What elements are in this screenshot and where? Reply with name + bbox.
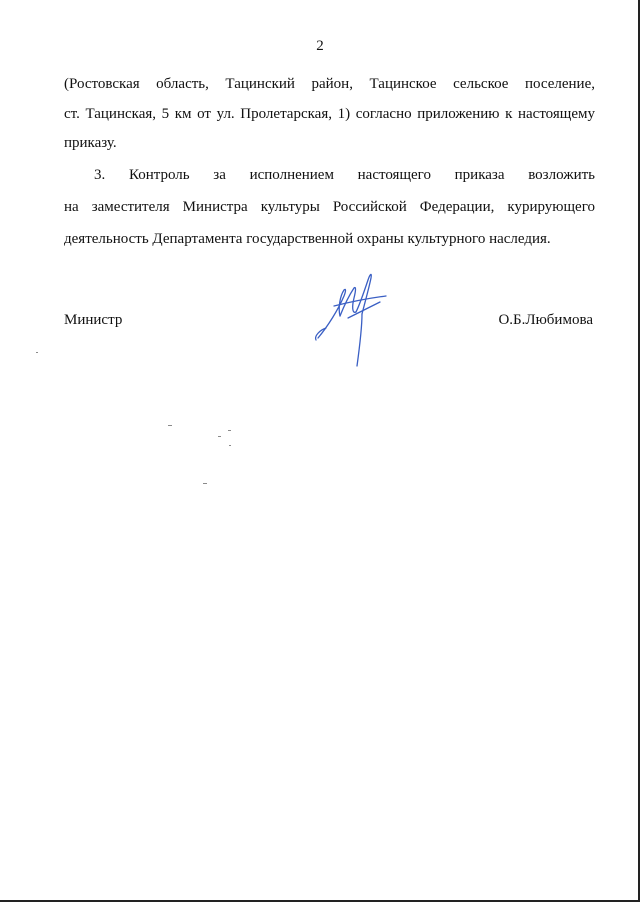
signatory-name: О.Б.Любимова (498, 312, 593, 328)
paragraph-1-line-1: (Ростовская область, Тацинский район, Тацинское сельское поселение, (64, 76, 595, 92)
page-number: 2 (316, 38, 324, 54)
paragraph-2-line-1: 3. Контроль за исполнением настоящего приказа возложить (94, 167, 595, 183)
signatory-title: Министр (64, 312, 123, 328)
paragraph-2-line-3: деятельность Департамента государственной охраны культурного наследия. (64, 231, 551, 247)
scan-speck (228, 430, 231, 431)
scan-speck (203, 483, 207, 484)
scan-speck (168, 425, 172, 426)
paragraph-2-line-2: на заместителя Министра культуры Российской Федерации, курирующего (64, 199, 595, 215)
scan-speck (229, 445, 231, 446)
handwritten-signature (310, 266, 390, 368)
paragraph-1-line-2: ст. Тацинская, 5 км от ул. Пролетарская, 1) согласно приложению к настоящему (64, 106, 595, 122)
scan-speck (218, 436, 221, 437)
paragraph-1-line-3: приказу. (64, 135, 117, 151)
scan-speck (36, 352, 38, 353)
